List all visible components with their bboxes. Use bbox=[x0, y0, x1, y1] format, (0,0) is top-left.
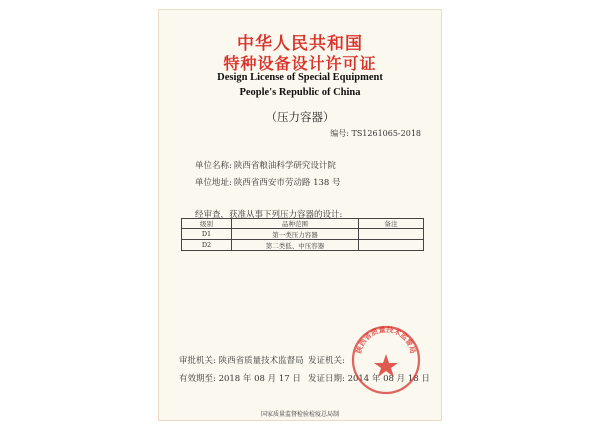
title-cn-line2: 特种设备设计许可证 bbox=[223, 54, 377, 73]
license-number bbox=[330, 128, 421, 139]
valid-until bbox=[179, 372, 301, 384]
row-scope: 第一类压力容器 bbox=[232, 229, 359, 240]
title-en-line2: People's Republic of China bbox=[239, 87, 361, 98]
approval-org bbox=[179, 354, 304, 366]
license-number-label: 编号: bbox=[330, 129, 349, 138]
unit-name-row bbox=[195, 159, 336, 171]
valid-until-value: 2018 年 08 月 17 日 bbox=[218, 374, 301, 384]
row-level: D1 bbox=[182, 229, 232, 240]
title-en-line1: Design License of Special Equipment bbox=[217, 72, 383, 83]
issue-date-label: 发证日期: bbox=[308, 374, 345, 384]
unit-address-value: 陕西省西安市劳动路 138 号 bbox=[233, 178, 341, 188]
table-header-row bbox=[182, 219, 424, 229]
header-level: 级别 bbox=[182, 219, 232, 229]
issue-org-label: 发证机关: bbox=[308, 356, 345, 366]
issue-date-value: 2014 年 08 月 18 日 bbox=[347, 374, 430, 384]
title-cn-line1: 中华人民共和国 bbox=[237, 34, 363, 54]
header-scope: 品种范围 bbox=[232, 219, 359, 229]
issuer-footer: 国家质量监督检验检疫总局制 bbox=[260, 411, 339, 418]
approval-org-label: 审批机关: bbox=[179, 356, 216, 366]
official-seal-icon bbox=[350, 324, 422, 396]
row-scope: 第二类低、中压容器 bbox=[232, 240, 359, 251]
equipment-category: （压力容器） bbox=[265, 110, 335, 124]
certificate-sheet bbox=[158, 9, 442, 421]
unit-name-label: 单位名称: bbox=[195, 161, 232, 171]
header-note: 备注 bbox=[359, 219, 424, 229]
table-row bbox=[182, 240, 424, 251]
unit-name-value: 陕西省粮油科学研究设计院 bbox=[233, 161, 336, 171]
row-note bbox=[359, 240, 424, 251]
valid-until-label: 有效期至: bbox=[179, 374, 216, 384]
design-scope-table bbox=[181, 218, 424, 251]
approval-org-value: 陕西省质量技术监督局 bbox=[218, 356, 304, 366]
svg-text:陕西省质量技术监督局: 陕西省质量技术监督局 bbox=[354, 324, 418, 355]
license-number-value: TS1261065-2018 bbox=[351, 129, 421, 138]
scope-statement: 经审查，获准从事下列压力容器的设计: bbox=[195, 210, 343, 220]
row-note bbox=[359, 229, 424, 240]
issue-org bbox=[308, 354, 345, 366]
row-level: D2 bbox=[182, 240, 232, 251]
unit-address-row bbox=[195, 176, 341, 188]
table-row bbox=[182, 229, 424, 240]
unit-address-label: 单位地址: bbox=[195, 178, 232, 188]
